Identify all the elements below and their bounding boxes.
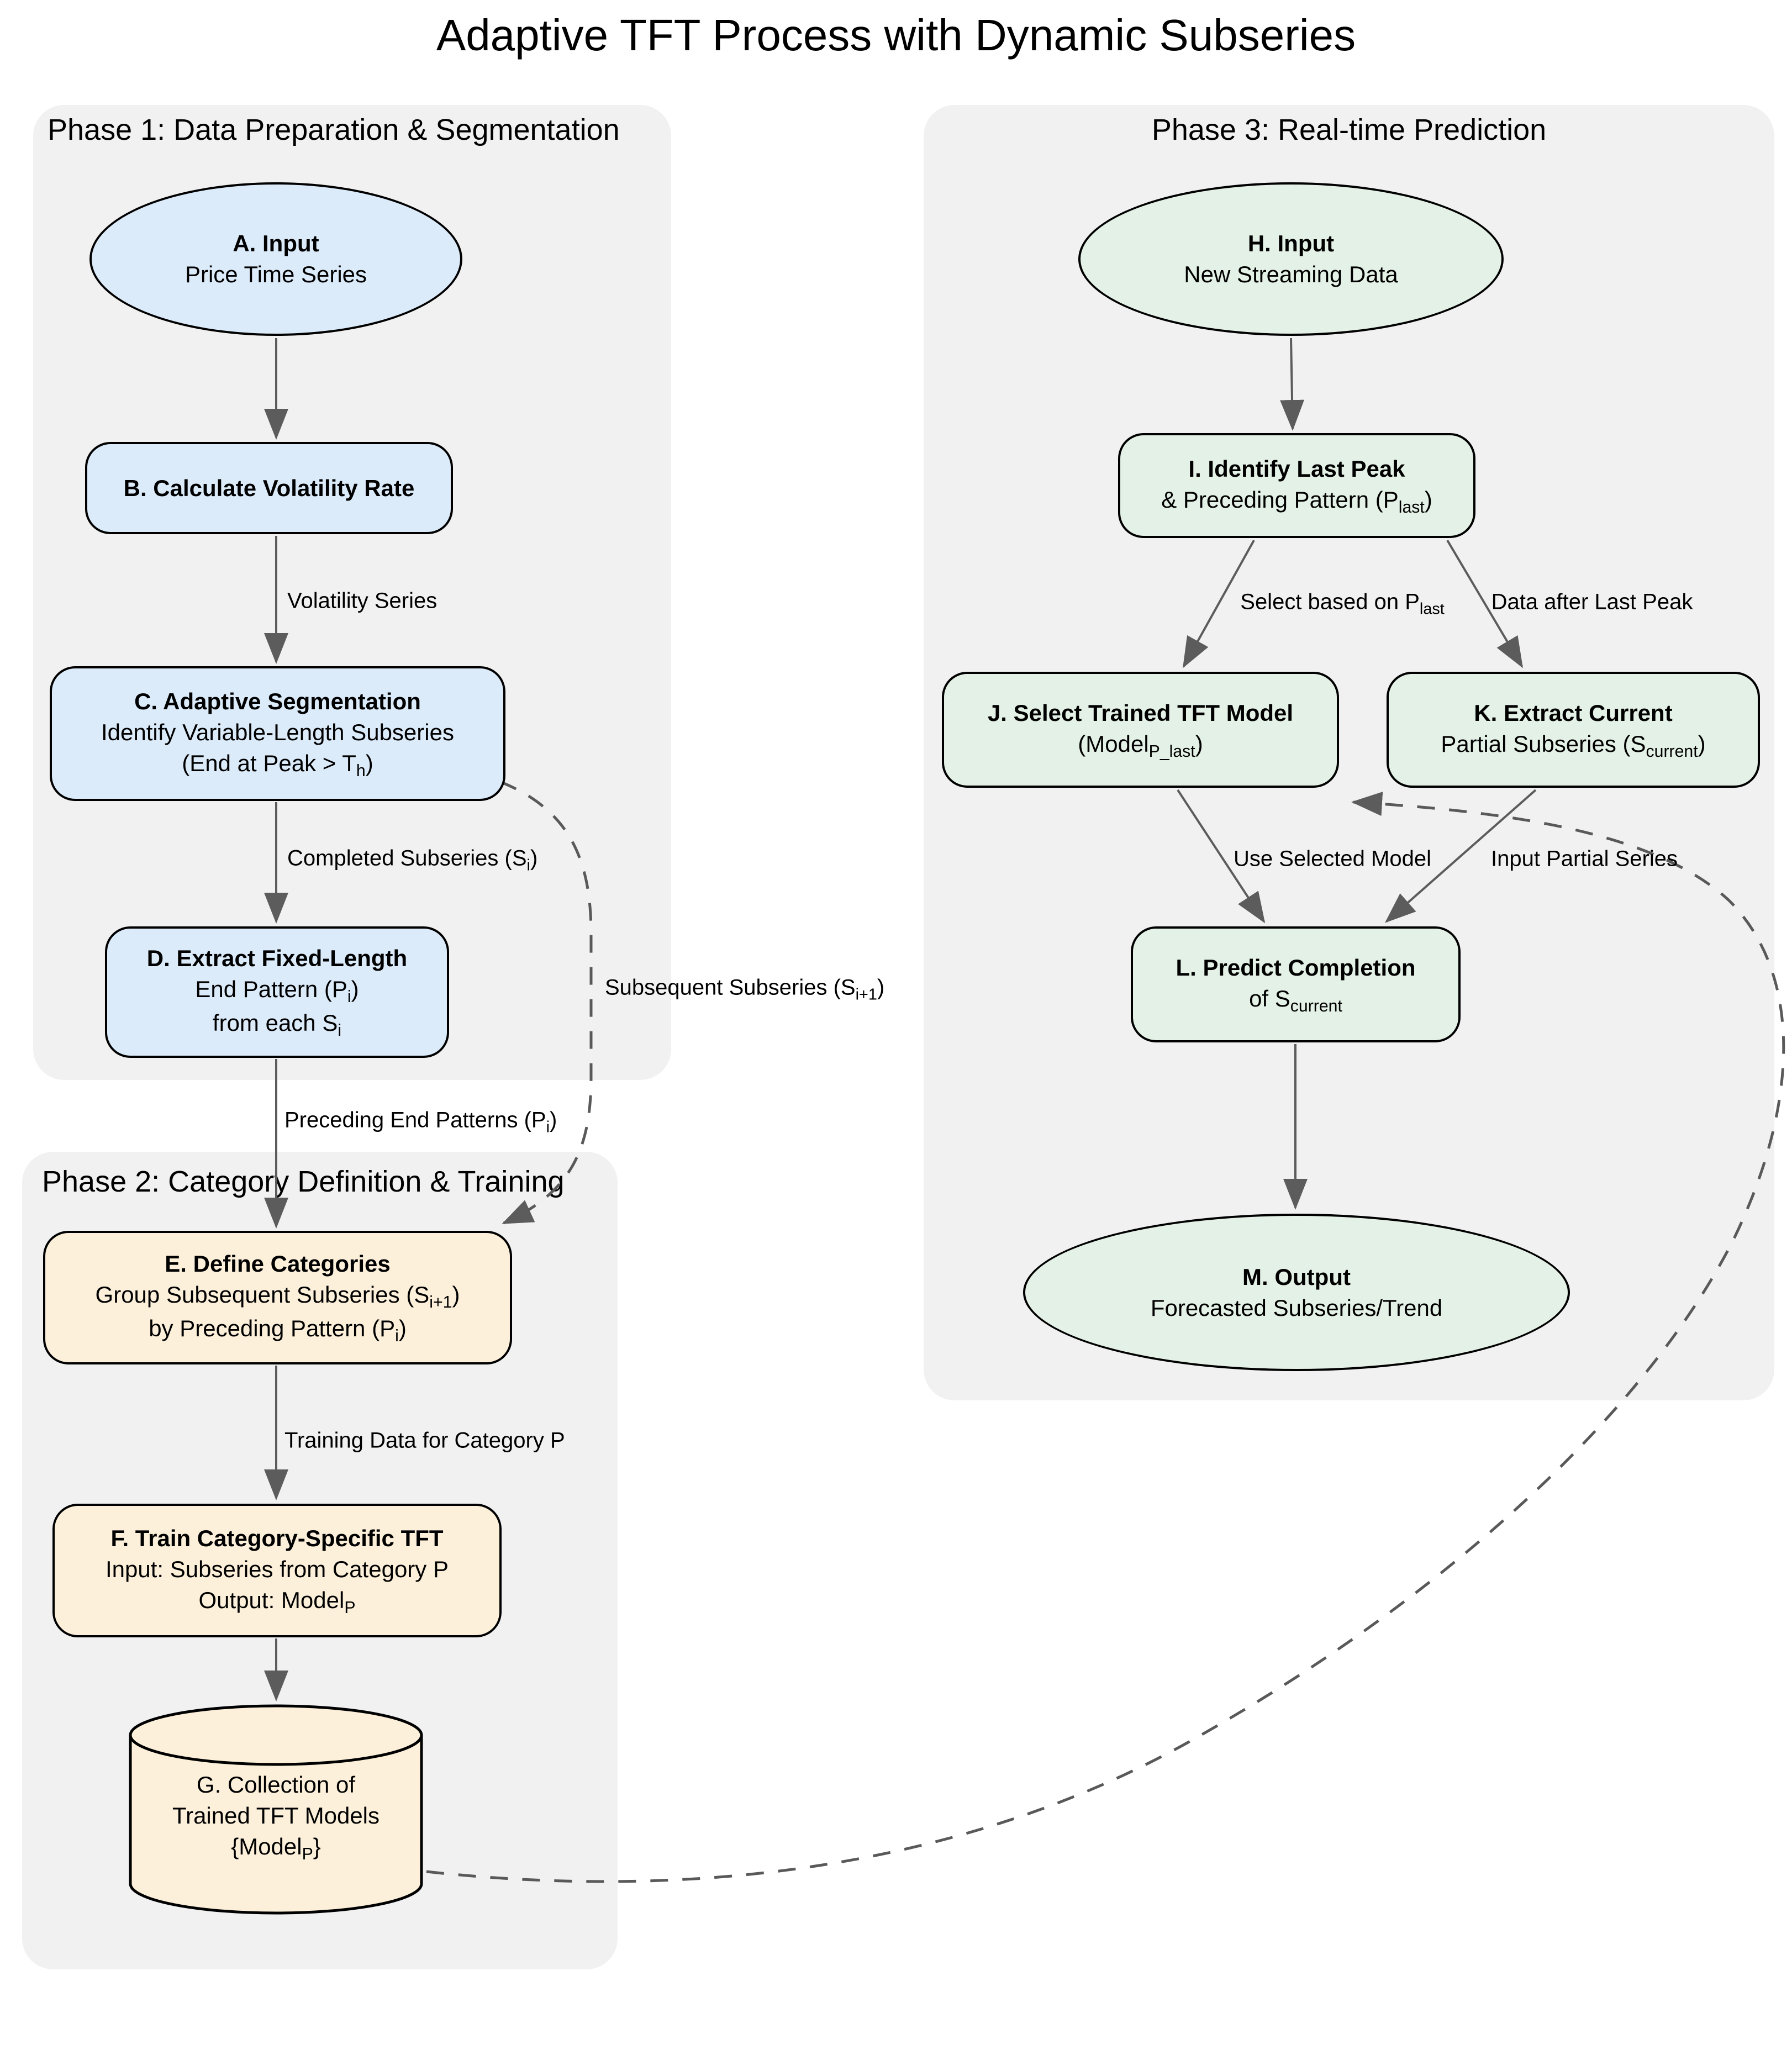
node-c-title: C. Adaptive Segmentation <box>134 688 421 714</box>
edge-h-to-i <box>1291 338 1293 429</box>
node-g-line3: {Model$_P$} <box>231 1833 321 1864</box>
edge-label-data-after-peak: Data after Last Peak <box>1491 589 1693 614</box>
node-a-title: A. Input <box>233 230 319 256</box>
node-d-extract-fixed-length <box>105 926 449 1058</box>
node-a-input <box>89 182 462 336</box>
node-e-define-categories <box>43 1231 512 1364</box>
node-f-line3: Output: Model$_P$ <box>198 1587 356 1617</box>
node-i-identify-last-peak <box>1118 433 1475 538</box>
node-c-line2: Identify Variable-Length Subseries <box>101 719 454 745</box>
node-e-title: E. Define Categories <box>165 1251 391 1277</box>
node-g-line2: Trained TFT Models <box>172 1803 380 1829</box>
node-h-title: H. Input <box>1247 230 1335 256</box>
node-e-line3: by Preceding Pattern $(P_i)$ <box>149 1315 407 1346</box>
node-d-line3: from each $S_i$ <box>212 1010 342 1040</box>
node-f-line2: Input: Subseries from Category P <box>106 1556 449 1582</box>
edge-label-completed-subseries: Completed Subseries $(S_i)$ <box>287 846 538 874</box>
edge-label-input-partial-series: Input Partial Series <box>1491 846 1678 871</box>
node-f-train-tft <box>52 1504 502 1637</box>
node-e-line2: Group Subsequent Subseries $(S_{i+1})$ <box>95 1282 460 1312</box>
node-i-title: I. Identify Last Peak <box>1188 455 1405 482</box>
edge-label-volatility-series: Volatility Series <box>287 588 438 613</box>
node-i-line2: & Preceding Pattern $(P_{last})$ <box>1161 486 1432 517</box>
node-b-title: B. Calculate Volatility Rate <box>123 475 415 501</box>
node-k-line2: Partial Subseries $(S_{current})$ <box>1441 730 1706 761</box>
node-b-calculate-volatility <box>85 442 453 534</box>
phase1-label: Phase 1: Data Preparation & Segmentation <box>48 113 620 146</box>
node-j-line2: (Model$_{P\_last}$) <box>1078 730 1203 761</box>
node-l-predict-completion <box>1131 926 1461 1042</box>
node-k-extract-current <box>1387 672 1760 788</box>
node-m-title: M. Output <box>1242 1263 1351 1290</box>
node-l-title: L. Predict Completion <box>1176 954 1416 981</box>
node-h-input-streaming <box>1078 182 1504 336</box>
node-g-title: G. Collection of <box>196 1772 356 1798</box>
edge-label-select-based: Select based on $P_{last}$ <box>1240 589 1445 618</box>
node-m-output <box>1023 1214 1570 1371</box>
node-l-line2: of $S_{current}$ <box>1249 985 1342 1015</box>
edge-label-preceding-end-patterns: Preceding End Patterns $(P_i)$ <box>284 1108 557 1136</box>
node-d-title: D. Extract Fixed-Length <box>146 945 408 971</box>
node-c-adaptive-segmentation <box>50 666 505 801</box>
node-g-model-collection <box>129 1703 423 1916</box>
node-m-line2: Forecasted Subseries/Trend <box>1150 1294 1443 1321</box>
edge-label-use-selected-model: Use Selected Model <box>1234 846 1431 871</box>
edge-label-subsequent-subseries: Subsequent Subseries $(S_{i+1})$ <box>605 975 885 1004</box>
node-k-title: K. Extract Current <box>1474 699 1673 726</box>
diagram-title: Adaptive TFT Process with Dynamic Subseries <box>436 10 1356 60</box>
phase3-label: Phase 3: Real-time Prediction <box>1151 113 1547 146</box>
node-c-line3: (End at Peak > $T_h$) <box>182 750 373 780</box>
node-h-line2: New Streaming Data <box>1184 261 1398 287</box>
edge-label-training-data: Training Data for Category P <box>284 1428 565 1453</box>
phase2-label: Phase 2: Category Definition & Training <box>42 1165 565 1198</box>
node-a-line2: Price Time Series <box>185 261 367 287</box>
node-d-line2: End Pattern $(P_i)$ <box>195 976 359 1007</box>
node-j-title: J. Select Trained TFT Model <box>987 699 1294 726</box>
node-f-title: F. Train Category-Specific TFT <box>110 1525 444 1551</box>
node-j-select-model <box>942 672 1339 788</box>
